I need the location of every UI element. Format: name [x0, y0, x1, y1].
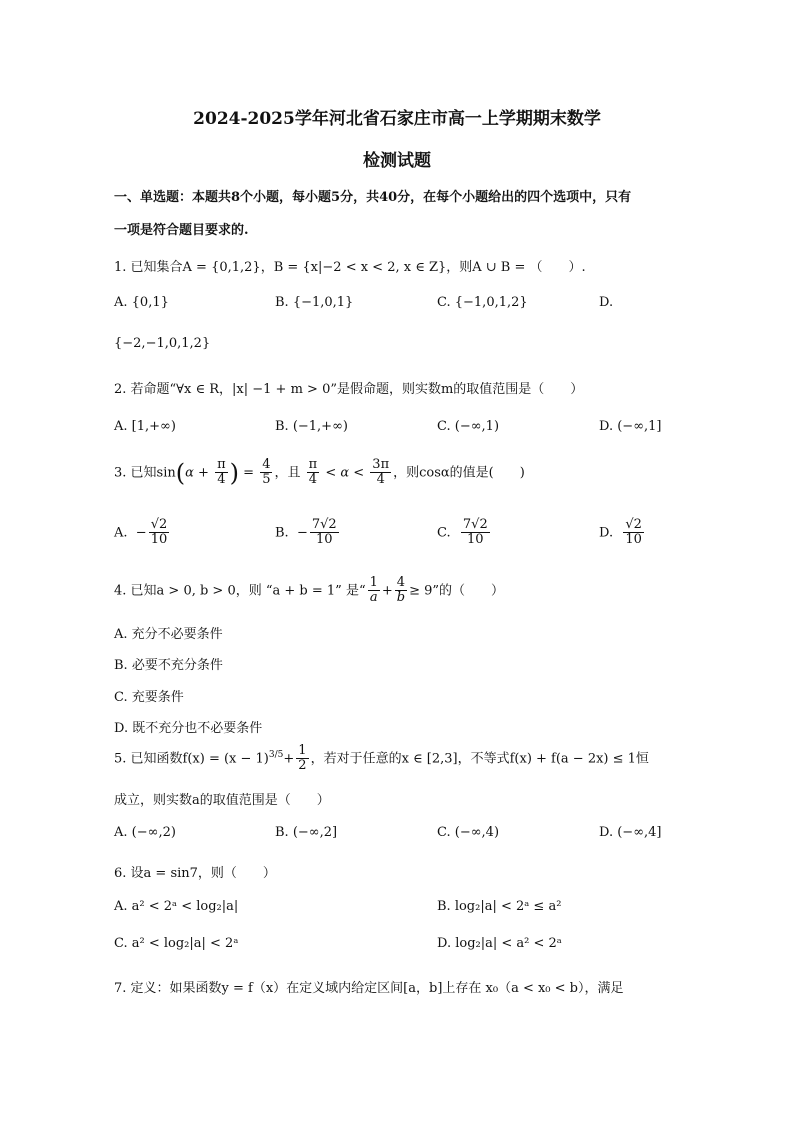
question-5-option-d: D. (−∞,4] — [599, 825, 662, 840]
q3-stem-mid: ，且 — [274, 465, 301, 481]
q4-frac1 — [368, 576, 380, 606]
q4-frac1-den: a — [369, 590, 378, 606]
q3-paren-open: ( — [175, 458, 186, 487]
question-1-option-d-value: {−2,−1,0,1,2} — [114, 336, 211, 351]
question-3-option-d — [599, 518, 646, 548]
question-4-option-b: B. 必要不充分条件 — [114, 658, 223, 673]
q3-b-num: 7√2 — [311, 517, 337, 532]
q5-exponent: 3/5 — [268, 749, 284, 760]
q3-frac2-den: 5 — [262, 472, 271, 488]
question-6-option-d: D. log₂|a| < a² < 2ᵃ — [437, 936, 562, 951]
q3-frac-4-over-5 — [260, 458, 272, 488]
q3-eq: = — [243, 465, 255, 481]
question-2-stem: 2. 若命题“∀x ∈ R，|x| −1 + m > 0”是假命题，则实数m的取值范围是（ ） — [114, 382, 584, 397]
section-heading-line2: 一项是符合题目要求的. — [114, 223, 249, 238]
q3-c-frac — [461, 518, 490, 548]
q3-frac2-num: 4 — [262, 457, 271, 472]
question-3-option-c — [437, 518, 492, 548]
question-4-stem — [114, 576, 504, 606]
question-5-option-c: C. (−∞,4) — [437, 825, 500, 840]
q3-a-num: √2 — [150, 517, 168, 532]
q3-stem-pre: 3. 已知sin — [114, 465, 176, 481]
q3-stem-post: ，则cosα的值是( ) — [393, 465, 525, 481]
q3-c-num: 7√2 — [462, 517, 488, 532]
question-2-option-c: C. (−∞,1) — [437, 419, 500, 434]
q5-frac-den: 2 — [298, 758, 307, 774]
question-1-option-c: C. {−1,0,1,2} — [437, 295, 528, 310]
question-2-option-a: A. [1,+∞) — [114, 419, 176, 434]
q5-stem-pre: 5. 已知函数f(x) = (x − 1) — [114, 751, 269, 767]
q3-b-label: B. — [275, 525, 289, 541]
question-4-option-d: D. 既不充分也不必要条件 — [114, 721, 263, 736]
question-7-stem: 7. 定义：如果函数y = f（x）在定义域内给定区间[a，b]上存在 x₀（a < x₀ < b），满足 — [114, 981, 624, 996]
q4-frac2 — [395, 576, 407, 606]
q4-frac1-num: 1 — [369, 575, 378, 590]
q4-plus: + — [381, 583, 393, 599]
question-5-stem-line2: 成立，则实数a的取值范围是（ ） — [114, 793, 330, 808]
question-6-option-b: B. log₂|a| < 2ᵃ ≤ a² — [437, 899, 562, 914]
q3-frac3-den: 4 — [308, 472, 318, 488]
q4-frac2-num: 4 — [395, 576, 407, 591]
question-4-option-a: A. 充分不必要条件 — [114, 627, 223, 642]
q4-stem-pre: 4. 已知a > 0, b > 0，则 “a + b = 1” 是“ — [114, 583, 366, 599]
q3-d-num: √2 — [625, 517, 642, 532]
question-6-option-a: A. a² < 2ᵃ < log₂|a| — [114, 899, 239, 914]
question-3-stem — [114, 458, 525, 488]
q3-frac3-num: π — [308, 457, 318, 472]
q3-a-frac — [149, 518, 170, 548]
question-1-option-a: A. {0,1} — [114, 295, 169, 310]
q3-b-frac — [310, 518, 339, 548]
question-2-option-d: D. (−∞,1] — [599, 419, 662, 434]
q3-frac4-den: 4 — [376, 472, 385, 488]
q3-frac-pi-over-4 — [215, 458, 228, 488]
q5-stem-post: ，若对于任意的x ∈ [2,3]，不等式f(x) + f(a − 2x) ≤ 1恒 — [310, 751, 649, 767]
q3-a-sign: − — [135, 525, 147, 541]
q3-alpha-plus: α + — [185, 465, 209, 481]
q3-b-den: 10 — [316, 532, 333, 548]
question-4-option-c: C. 充要条件 — [114, 690, 184, 705]
question-5-option-a: A. (−∞,2) — [114, 825, 176, 840]
question-5-option-b: B. (−∞,2] — [275, 825, 338, 840]
q3-d-den: 10 — [625, 532, 642, 548]
q3-d-label: D. — [599, 525, 614, 541]
q3-range: < α < — [325, 465, 365, 481]
q3-frac4 — [370, 458, 391, 488]
exam-title-line2: 检测试题 — [363, 151, 431, 171]
question-3-option-a — [114, 518, 171, 548]
q3-d-frac — [623, 518, 644, 548]
q5-frac-num: 1 — [298, 743, 307, 758]
q3-frac-den: 4 — [217, 472, 226, 488]
question-6-stem: 6. 设a = sin7，则（ ） — [114, 866, 276, 881]
question-1-stem: 1. 已知集合A = {0,1,2}，B = {x|−2 < x < 2, x ∈ Z}，则A ∪ B = （ ）. — [114, 260, 586, 275]
q3-frac4-num: 3π — [372, 457, 390, 472]
q3-paren-close: ) — [229, 458, 239, 487]
q3-c-label: C. — [437, 525, 451, 541]
q4-frac2-den: b — [396, 590, 406, 606]
q5-frac — [296, 744, 308, 774]
question-3-option-b — [275, 518, 341, 548]
section-heading-line1: 一、单选题：本题共8个小题，每小题5分，共40分，在每个小题给出的四个选项中，只有 — [114, 190, 632, 205]
q3-a-den: 10 — [150, 532, 168, 548]
q4-stem-post: ≥ 9”的（ ） — [409, 583, 505, 599]
q3-frac3 — [307, 458, 320, 488]
q3-b-sign: − — [296, 525, 308, 541]
question-1-option-d: D. — [599, 295, 614, 310]
question-2-option-b: B. (−1,+∞) — [275, 419, 348, 434]
exam-title-line1: 2024-2025学年河北省石家庄市高一上学期期末数学 — [193, 109, 601, 129]
q3-a-label: A. — [114, 525, 128, 541]
q3-frac-num: π — [217, 457, 226, 472]
question-1-option-b: B. {−1,0,1} — [275, 295, 354, 310]
question-5-stem — [114, 744, 649, 774]
q3-c-den: 10 — [467, 532, 484, 548]
question-6-option-c: C. a² < log₂|a| < 2ᵃ — [114, 936, 239, 951]
q5-plus: + — [283, 751, 295, 767]
